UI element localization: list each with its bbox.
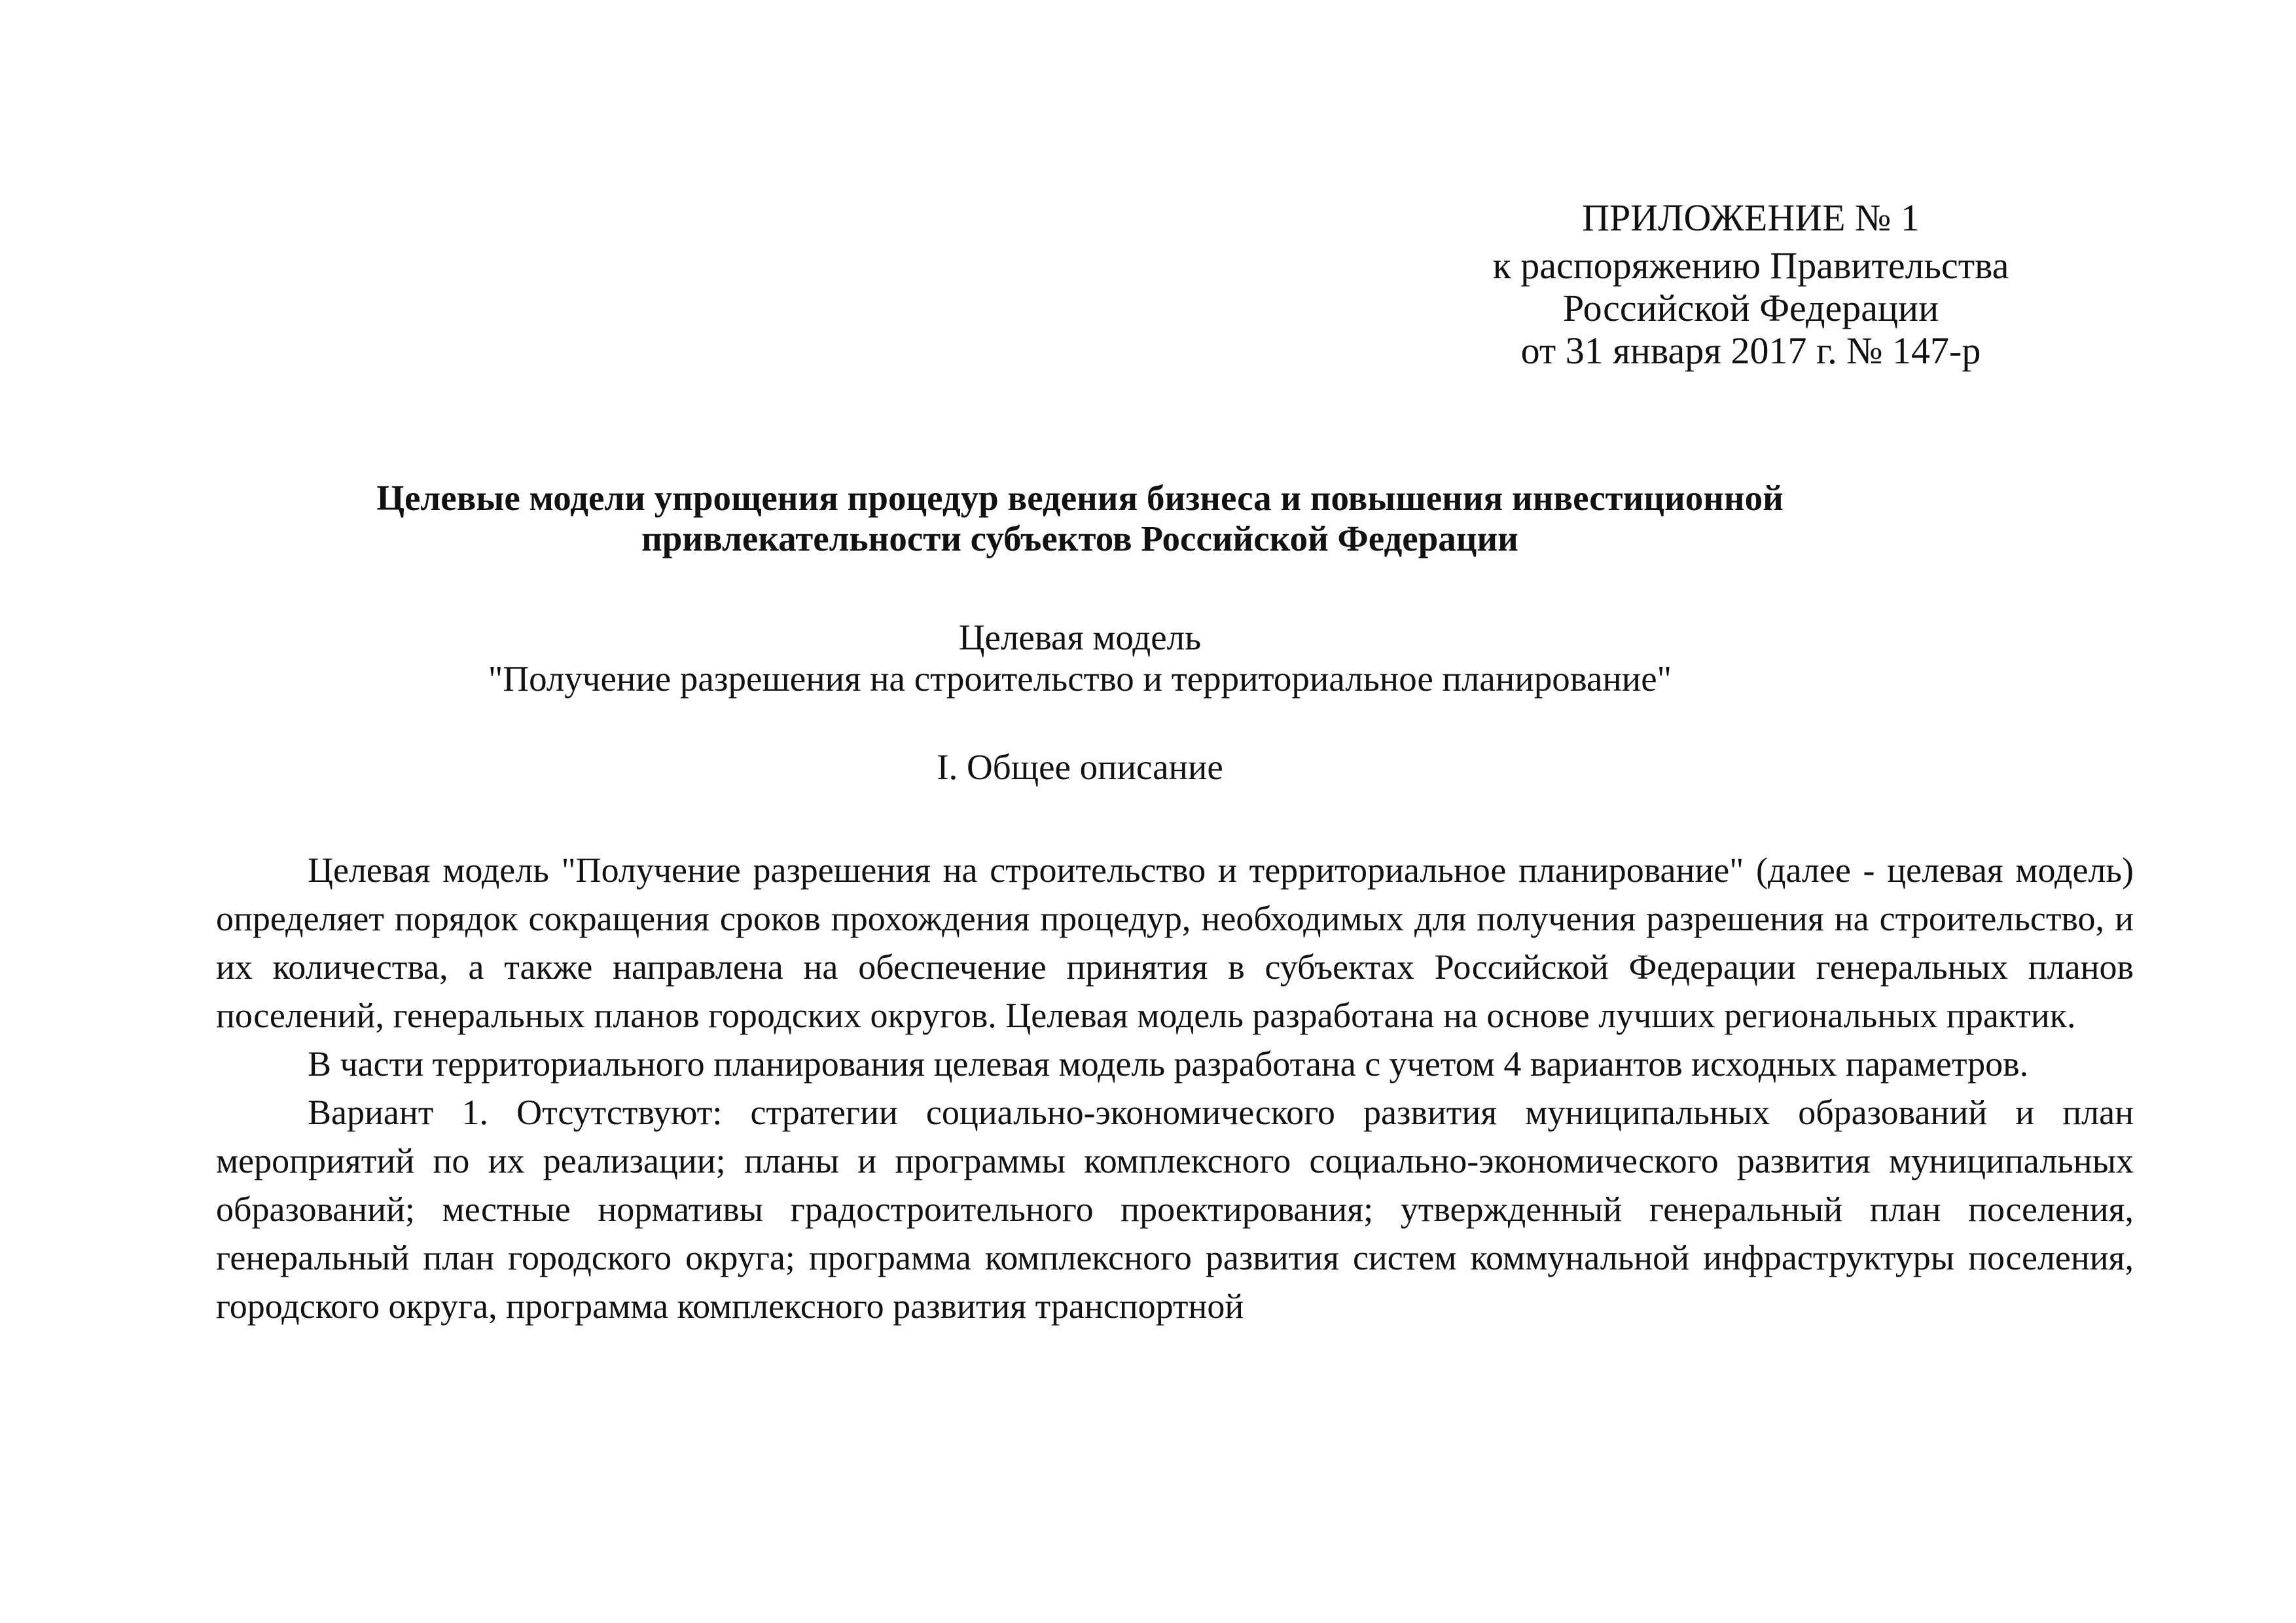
document-title-line-1: Целевые модели упрощения процедур ведения бизнеса и повышения инвестиционной (376, 478, 1784, 518)
section-heading: I. Общее описание (937, 747, 1223, 787)
appendix-line-3: от 31 января 2017 г. № 147-р (1520, 329, 1981, 372)
model-title-line-2: "Получение разрешения на строительство и территориальное планирование" (488, 659, 1672, 699)
body-text (216, 846, 2134, 1330)
document-title-line-2: привлекательности субъектов Российской Федерации (641, 519, 1518, 558)
appendix-line-2: Российской Федерации (1562, 287, 1939, 329)
appendix-block (1440, 196, 2062, 372)
model-title-line-1: Целевая модель (958, 617, 1202, 657)
paragraph: Целевая модель "Получение разрешения на строительство и территориальное планирование" (далее - целевая модель) определяет порядок сокращения сроков прохождения процедур, необходимых для получения разрешения на строительство, и их количества, а также направлена на обеспечение принятия в субъектах Российской Федерации генеральных планов поселений, генеральных планов городских округов. Целевая модель разработана на основе лучших региональных практик. (216, 850, 2134, 1035)
document-title (216, 478, 1944, 559)
paragraph: Вариант 1. Отсутствуют: стратегии социально-экономического развития муниципальных образований и план мероприятий по их реализации; планы и программы комплексного социально-экономического развития муниципальных образований; местные нормативы градостроительного проектирования; утвержденный генеральный план поселения, генеральный план городского округа; программа комплексного развития систем коммунальной инфраструктуры поселения, городского округа, программа комплексного развития транспортной (216, 1093, 2134, 1326)
paragraph: В части территориального планирования целевая модель разработана с учетом 4 вариантов исходных параметров. (308, 1044, 2029, 1084)
model-title (216, 617, 1944, 699)
appendix-line-1: к распоряжению Правительства (1492, 244, 2009, 287)
appendix-title: ПРИЛОЖЕНИЕ № 1 (1582, 196, 1920, 239)
